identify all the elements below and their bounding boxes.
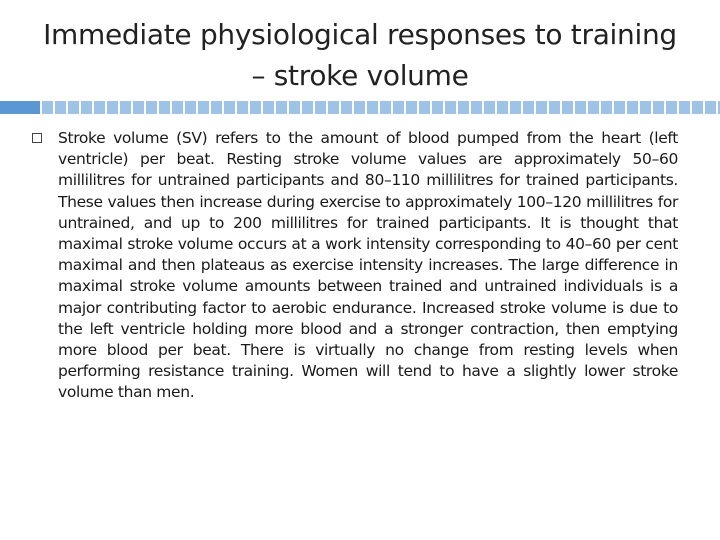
bullet-text: Stroke volume (SV) refers to the amount of blood pumped from the heart (left ventricle) per beat. Resting stroke volume values are approximately 50–60 millilitres for untrained participants and 80–110 millilitres for trained participants. These values then increase during exercise to approximately 100–120 millilitres for untrained, and up to 200 millilitres for trained participants. It is thought that maximal stroke volume occurs at a work intensity corresponding to 40–60 per cent maximal and then plateaus as exercise intensity increases. The large difference in maximal stroke volume amounts between trained and untrained individuals is a major contributing factor to aerobic endurance. Increased stroke volume is due to the left ventricle holding more blood and a stronger contraction, then emptying more blood per beat. There is virtually no change from resting levels when performing resistance training. Women will tend to have a slightly lower stroke volume than men.: [58, 129, 678, 402]
slide-title: [20, 14, 700, 96]
square-bullet-icon: [32, 133, 42, 143]
slide-title-line-2: – stroke volume: [251, 59, 469, 92]
title-divider-block: [0, 101, 40, 114]
slide-title-line-1: Immediate physiological responses to training: [43, 18, 677, 51]
title-divider-stripe: [42, 101, 720, 114]
